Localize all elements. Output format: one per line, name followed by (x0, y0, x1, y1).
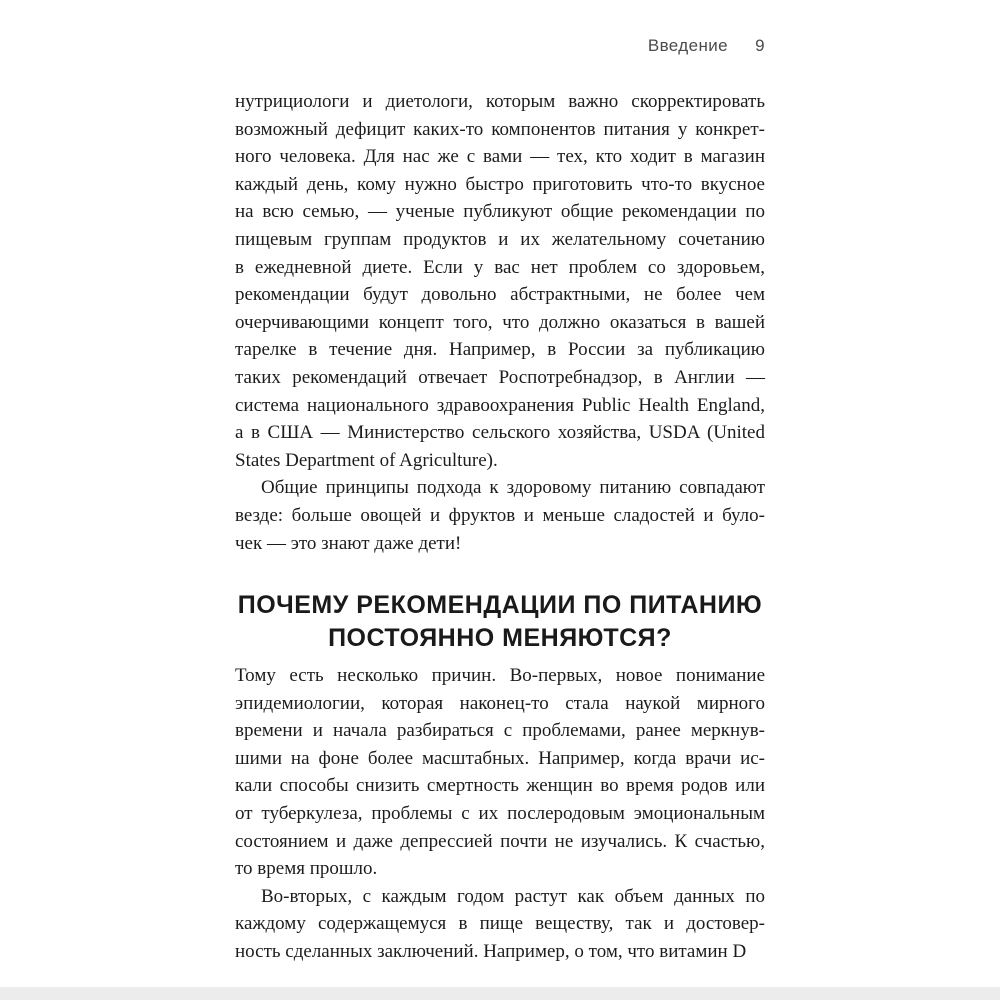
paragraph-2 (235, 474, 765, 557)
section-heading-line-1: ПОЧЕМУ РЕКОМЕНДАЦИИ ПО ПИТАНИЮ (237, 591, 763, 620)
paragraph-3 (235, 662, 765, 883)
text-line: времени и начала разбираться с проблемами, ранее меркнув- (235, 720, 765, 742)
body-text (235, 88, 765, 966)
paragraph-4 (235, 883, 765, 966)
running-head (235, 36, 765, 56)
text-line: состоянием и даже депрессией почти не изучались. К счастью, (235, 830, 765, 852)
text-line: везде: больше овощей и фруктов и меньше сладостей и було- (235, 504, 765, 526)
text-line: Во-вторых, с каждым годом растут как объем данных по (261, 885, 765, 907)
paragraph-1 (235, 88, 765, 474)
text-line: каждому содержащемуся в пище веществу, так и достовер- (235, 913, 765, 935)
text-line: States Department of Agriculture). (235, 449, 498, 471)
text-line: рекомендации будут довольно абстрактными, не более чем (235, 284, 765, 306)
text-line: Общие принципы подхода к здоровому питанию совпадают (261, 477, 765, 499)
text-line: чек — это знают даже дети! (235, 532, 462, 554)
bottom-edge-bar (0, 987, 1000, 1000)
text-line: шими на фоне более масштабных. Например, когда врачи ис- (235, 747, 765, 769)
text-line: то время прошло. (235, 858, 378, 880)
text-line: таких рекомендаций отвечает Роспотребнадзор, в Англии — (235, 366, 765, 388)
text-line: пищевым группам продуктов и их желательному сочетанию (235, 228, 765, 250)
text-line: Тому есть несколько причин. Во-первых, новое понимание (235, 665, 765, 687)
text-line: ность сделанных заключений. Например, о том, что витамин D (235, 941, 747, 963)
text-line: система национального здравоохранения Public Health England, (235, 394, 765, 416)
text-line: эпидемиологии, которая наконец-то стала наукой мирного (235, 692, 765, 714)
section-heading (235, 589, 765, 655)
text-line: от туберкулеза, проблемы с их послеродовым эмоциональным (235, 803, 765, 825)
text-line: нутрициологи и диетологи, которым важно скорректировать (235, 91, 765, 112)
text-line: очерчивающими концепт того, что должно оказаться в вашей (235, 311, 765, 333)
page-number: 9 (755, 36, 765, 55)
text-line: в ежедневной диете. Если у вас нет проблем со здоровьем, (235, 256, 765, 278)
text-column (235, 36, 765, 966)
text-line: кали способы снизить смертность женщин во время родов или (235, 775, 765, 797)
text-line: каждый день, кому нужно быстро приготовить что-то вкусное (235, 173, 765, 195)
text-line: возможный дефицит каких-то компонентов питания у конкрет- (235, 118, 765, 140)
section-heading-line-2: ПОСТОЯННО МЕНЯЮТСЯ? (328, 624, 672, 653)
chapter-title: Введение (647, 36, 729, 55)
text-line: тарелке в течение дня. Например, в России за публикацию (235, 339, 765, 361)
text-line: а в США — Министерство сельского хозяйства, USDA (United (235, 422, 765, 444)
text-line: ного человека. Для нас же с вами — тех, кто ходит в магазин (235, 146, 765, 168)
text-line: на всю семью, — ученые публикуют общие рекомендации по (235, 201, 765, 223)
